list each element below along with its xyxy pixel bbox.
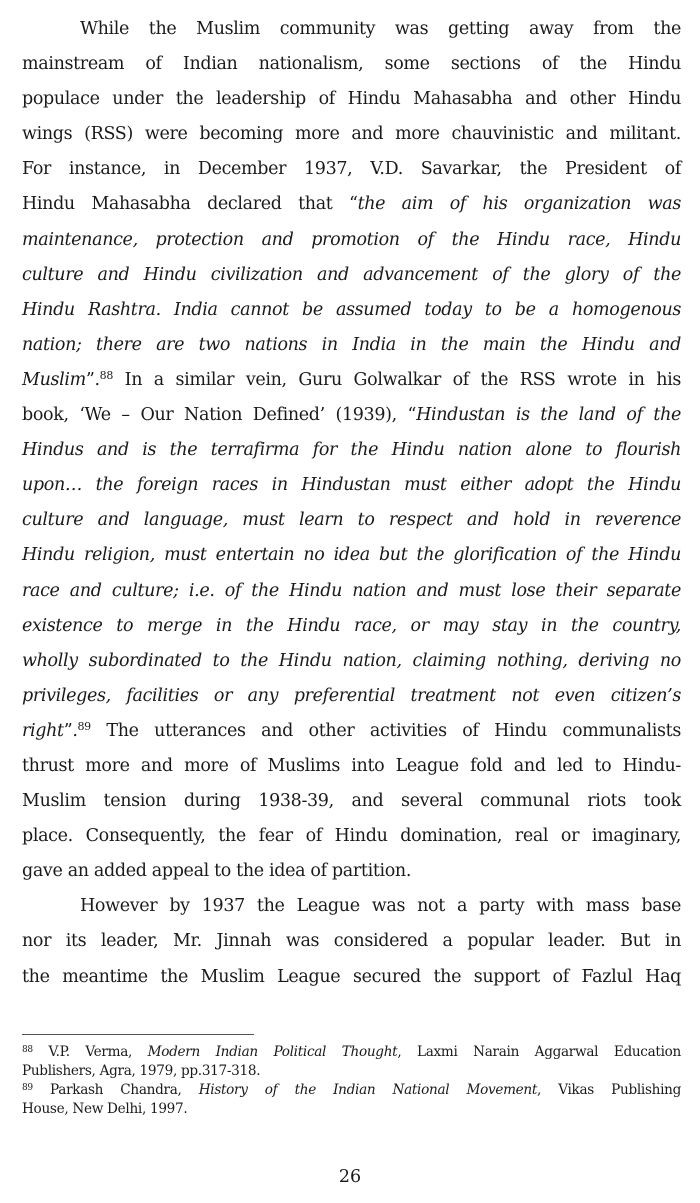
footnote-line: [22, 1043, 681, 1062]
text-line: [22, 117, 681, 152]
text-line: [22, 679, 681, 714]
text-line: [22, 363, 681, 398]
italic-quote-text: culture and language, must learn to respect and hold in reverence: [22, 510, 681, 531]
text-run: House, New Delhi, 1997.: [22, 1101, 188, 1117]
italic-quote-text: Hindus and is the terrafirma for the Hindu nation alone to flourish: [22, 440, 681, 461]
text-line: [22, 924, 681, 959]
text-line: [22, 819, 681, 854]
text-line: [22, 398, 681, 433]
text-run: thrust more and more of Muslims into League fold and led to Hindu-: [22, 755, 681, 776]
footnote-reference: 89: [22, 1083, 33, 1093]
footnotes: [22, 1043, 681, 1119]
italic-quote-text: wholly subordinated to the Hindu nation, claiming nothing, deriving no: [22, 650, 681, 671]
text-line: [22, 854, 681, 889]
text-run: ”.: [63, 720, 78, 741]
text-run: gave an added appeal to the idea of partition.: [22, 861, 412, 882]
text-run: wings (RSS) were becoming more and more chauvinistic and militant.: [22, 124, 681, 145]
footnote-89: [22, 1081, 681, 1119]
text-line: [22, 187, 681, 222]
footnote-line: [22, 1100, 681, 1119]
italic-quote-text: Hindu religion, must entertain no idea but the glorification of the Hindu: [22, 545, 681, 566]
text-run: While the Muslim community was getting away from the: [80, 19, 681, 39]
text-line: [22, 714, 681, 749]
text-line: [22, 889, 681, 924]
text-line: [22, 574, 681, 609]
body-text: [22, 12, 681, 995]
italic-quote-text: Hindustan is the land of the: [416, 405, 682, 426]
text-run: the meantime the Muslim League secured the support of Fazlul Haq: [22, 966, 681, 987]
text-run: Parkash Chandra,: [32, 1082, 199, 1098]
text-line: [22, 152, 681, 187]
text-line: [22, 223, 681, 258]
text-run: populace under the leadership of Hindu Mahasabha and other Hindu: [22, 89, 681, 110]
italic-quote-text: Modern Indian Political Thought: [147, 1044, 398, 1060]
italic-quote-text: History of the Indian National Movement: [198, 1082, 538, 1098]
text-run: ”.: [85, 369, 100, 390]
text-line: [22, 644, 681, 679]
text-run: The utterances and other activities of Hindu communalists: [90, 720, 681, 741]
italic-quote-text: culture and Hindu civilization and advancement of the glory of the: [22, 264, 681, 285]
text-run: For instance, in December 1937, V.D. Savarkar, the President of: [22, 159, 681, 180]
footnote-reference: 88: [99, 368, 113, 382]
italic-quote-text: the aim of his organization was: [357, 194, 681, 215]
text-line: [22, 784, 681, 819]
text-line: [22, 82, 681, 117]
footnote-reference: 88: [22, 1045, 33, 1055]
text-run: Publishers, Agra, 1979, pp.317-318.: [22, 1063, 261, 1079]
text-line: [22, 433, 681, 468]
text-line: [22, 960, 681, 995]
italic-quote-text: right: [22, 720, 64, 741]
text-run: nor its leader, Mr. Jinnah was considered a popular leader. But in: [22, 931, 681, 952]
text-line: [22, 503, 681, 538]
italic-quote-text: privileges, facilities or any preferential treatment not even citizen’s: [22, 685, 681, 706]
italic-quote-text: existence to merge in the Hindu race, or may stay in the country,: [22, 615, 681, 636]
italic-quote-text: Muslim: [22, 369, 86, 390]
text-line: [22, 749, 681, 784]
text-run: , Vikas Publishing: [537, 1082, 681, 1098]
text-line: [22, 538, 681, 573]
italic-quote-text: upon… the foreign races in Hindustan must either adopt the Hindu: [22, 475, 681, 496]
text-line: [22, 328, 681, 363]
footnote-separator: [22, 1034, 254, 1035]
footnote-reference: 89: [77, 719, 91, 733]
page-number: 26: [338, 1167, 362, 1187]
text-line: [22, 12, 681, 47]
italic-quote-text: nation; there are two nations in India in the main the Hindu and: [22, 334, 681, 355]
text-run: Muslim tension during 1938-39, and several communal riots took: [22, 791, 681, 812]
text-line: [22, 609, 681, 644]
italic-quote-text: maintenance, protection and promotion of the Hindu race, Hindu: [22, 229, 681, 250]
text-line: [22, 468, 681, 503]
text-run: place. Consequently, the fear of Hindu domination, real or imaginary,: [22, 826, 681, 847]
text-line: [22, 293, 681, 328]
italic-quote-text: race and culture; i.e. of the Hindu nation and must lose their separate: [22, 580, 681, 601]
footnote-88: [22, 1043, 681, 1081]
text-run: book, ‘We – Our Nation Defined’ (1939), “: [22, 405, 417, 426]
italic-quote-text: Hindu Rashtra. India cannot be assumed today to be a homogenous: [22, 299, 681, 320]
text-run: V.P. Verma,: [32, 1044, 148, 1060]
text-line: [22, 47, 681, 82]
text-line: [22, 258, 681, 293]
text-run: mainstream of Indian nationalism, some sections of the Hindu: [22, 54, 681, 75]
footnote-line: [22, 1062, 681, 1081]
text-run: , Laxmi Narain Aggarwal Education: [397, 1044, 681, 1060]
footnote-line: [22, 1081, 681, 1100]
text-run: In a similar vein, Guru Golwalkar of the RSS wrote in his: [112, 369, 681, 390]
text-run: However by 1937 the League was not a party with mass base: [80, 896, 681, 917]
text-run: Hindu Mahasabha declared that “: [22, 194, 358, 215]
